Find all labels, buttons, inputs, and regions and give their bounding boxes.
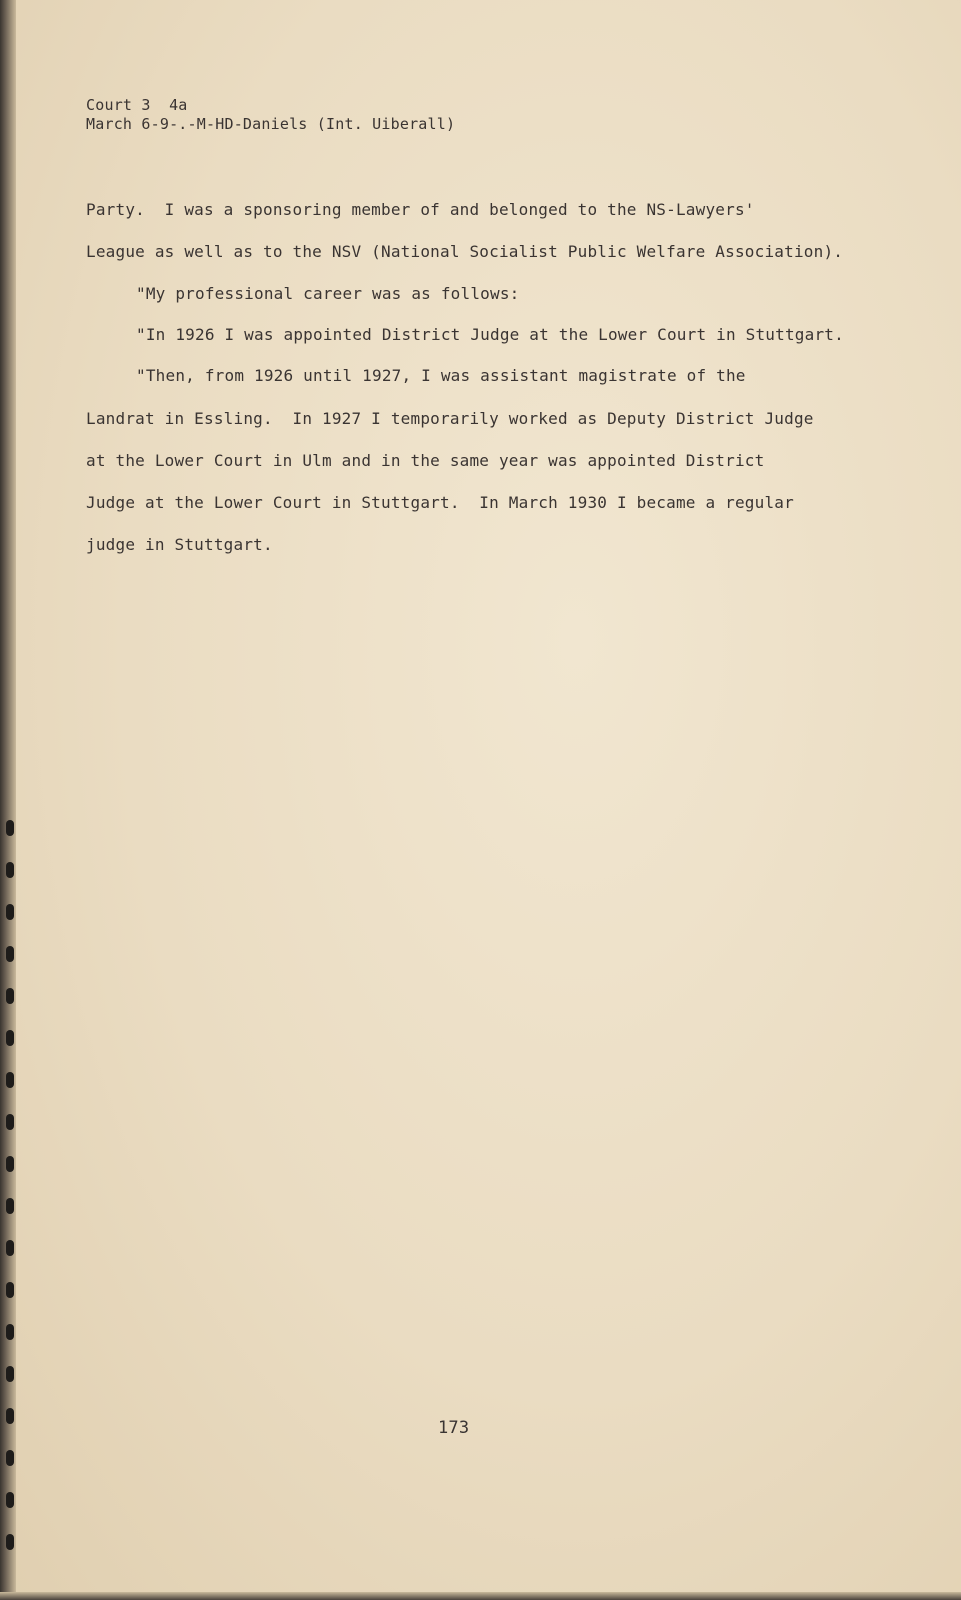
punch-hole bbox=[6, 988, 14, 1004]
punch-hole bbox=[6, 1534, 14, 1550]
punch-hole bbox=[6, 1408, 14, 1424]
body-line: "In 1926 I was appointed District Judge at the Lower Court in Stuttgart. bbox=[136, 325, 844, 344]
binding-edge bbox=[0, 0, 16, 1600]
punch-hole bbox=[6, 1072, 14, 1088]
punch-hole bbox=[6, 1450, 14, 1466]
punch-hole bbox=[6, 1282, 14, 1298]
body-line: "Then, from 1926 until 1927, I was assistant magistrate of the bbox=[136, 366, 746, 385]
punch-hole bbox=[6, 904, 14, 920]
bottom-edge bbox=[0, 1592, 961, 1600]
body-line: Landrat in Essling. In 1927 I temporarily worked as Deputy District Judge bbox=[86, 409, 814, 428]
punch-hole bbox=[6, 1492, 14, 1508]
body-line: judge in Stuttgart. bbox=[86, 535, 273, 554]
page-number: 173 bbox=[438, 1418, 470, 1438]
body-line: Judge at the Lower Court in Stuttgart. In March 1930 I became a regular bbox=[86, 493, 794, 512]
punch-hole bbox=[6, 1198, 14, 1214]
body-line: League as well as to the NSV (National Socialist Public Welfare Association). bbox=[86, 242, 844, 261]
punch-hole bbox=[6, 1366, 14, 1382]
body-line: "My professional career was as follows: bbox=[136, 284, 520, 303]
punch-hole bbox=[6, 1156, 14, 1172]
punch-hole bbox=[6, 1240, 14, 1256]
header-line-court: Court 3 4a bbox=[86, 96, 188, 114]
punch-hole bbox=[6, 1324, 14, 1340]
punch-hole bbox=[6, 820, 14, 836]
punch-hole bbox=[6, 1114, 14, 1130]
punch-hole bbox=[6, 862, 14, 878]
header-line-session: March 6-9-.-M-HD-Daniels (Int. Uiberall) bbox=[86, 115, 456, 133]
punch-hole bbox=[6, 1030, 14, 1046]
body-line: Party. I was a sponsoring member of and belonged to the NS-Lawyers' bbox=[86, 200, 755, 219]
body-line: at the Lower Court in Ulm and in the same year was appointed District bbox=[86, 451, 765, 470]
punch-hole bbox=[6, 946, 14, 962]
